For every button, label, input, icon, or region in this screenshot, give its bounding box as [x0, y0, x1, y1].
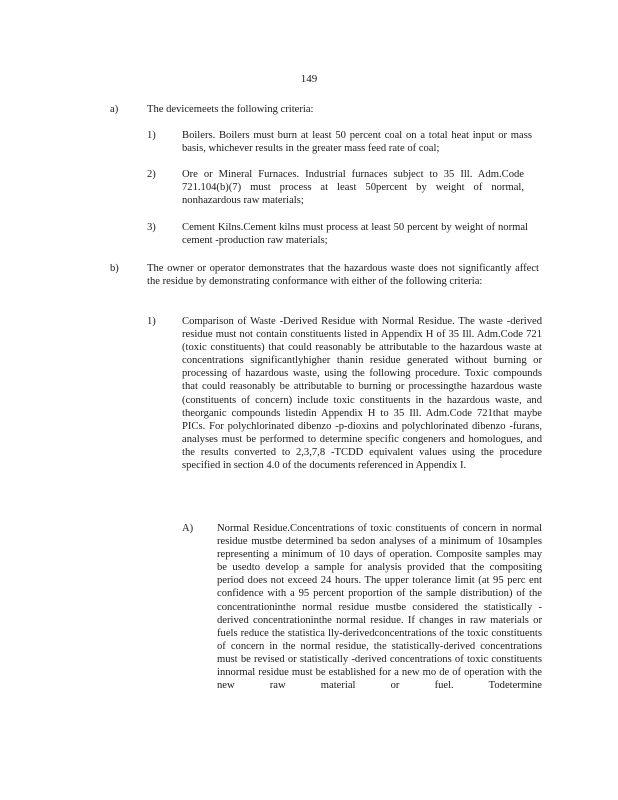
section-b-subitem-a-marker: A)	[182, 523, 194, 534]
section-b-marker: b)	[110, 263, 119, 274]
section-b-intro: The owner or operator demonstrates that the hazardous waste does not significantly affect the residue by demonstrating conformance with either of the following criteria:	[147, 263, 539, 288]
section-a-item-3-text: Cement Kilns.Cement kilns must process at least 50 percent by weight of normal cement -production raw materials;	[182, 222, 528, 247]
section-b-item-1-text: Comparison of Waste -Derived Residue with Normal Residue. The waste -derived residue must not contain constituents listed in Appendix H of 35 Ill. Adm.Code 721 (toxic constituents) that could reasonably be attributable to the hazardous waste at concentrations significantlyhigher thanin residue generated without burning or processing of hazardous waste, using the following procedure. Toxic compounds that could reasonably be attributable to burning or processingthe hazardous waste (constituents of concern) include toxic constituents in the hazardous waste, and theorganic compounds listedin Appendix H to 35 Ill. Adm.Code 721that maybe PICs. For polychlorinated dibenzo -p-dioxins and polychlorinated dibenzo -furans, analyses must be performed to determine specific congeners and homologues, and the results converted to 2,3,7,8 -TCDD equivalent values using the procedure specified in section 4.0 of the documents referenced in Appendix I.	[182, 316, 542, 472]
section-a-intro: The devicemeets the following criteria:	[147, 104, 314, 115]
section-a-item-2-marker: 2)	[147, 169, 156, 180]
page-number: 149	[300, 73, 318, 85]
section-a-item-1-marker: 1)	[147, 130, 156, 141]
section-a-item-2-text: Ore or Mineral Furnaces. Industrial furnaces subject to 35 Ill. Adm.Code 721.104(b)(7) must process at least 50percent by weight of normal, nonhazardous raw materials;	[182, 169, 524, 207]
section-b-item-1-marker: 1)	[147, 316, 156, 327]
section-a-item-1-text: Boilers. Boilers must burn at least 50 percent coal on a total heat input or mass basis, whichever results in the greater mass feed rate of coal;	[182, 130, 532, 155]
section-a-item-3-marker: 3)	[147, 222, 156, 233]
section-b-subitem-a-text: Normal Residue.Concentrations of toxic constituents of concern in normal residue mustbe determined ba sedon analyses of a minimum of 10samples representing a minimum of 10 days of operation. Composite samples may be usedto develop a sample for analysis provided that the compositing period does not exceed 24 hours. The upper tolerance limit (at 95 perc ent confidence with a 95 percent proportion of the sample distribution) of the concentrationinthe normal residue mustbe considered the statistically -derived concentrationinthe normal residue. If changes in raw materials or fuels reduce the statistica lly-derivedconcentrations of the toxic constituents of concern in the normal residue, the statistically-derived concentrations must be revised or statistically -derived concentrations of toxic constituents innormal residue must be established for a new mo de of operation with the new raw material or fuel. Todetermine	[217, 523, 542, 692]
section-a-marker: a)	[110, 104, 119, 115]
